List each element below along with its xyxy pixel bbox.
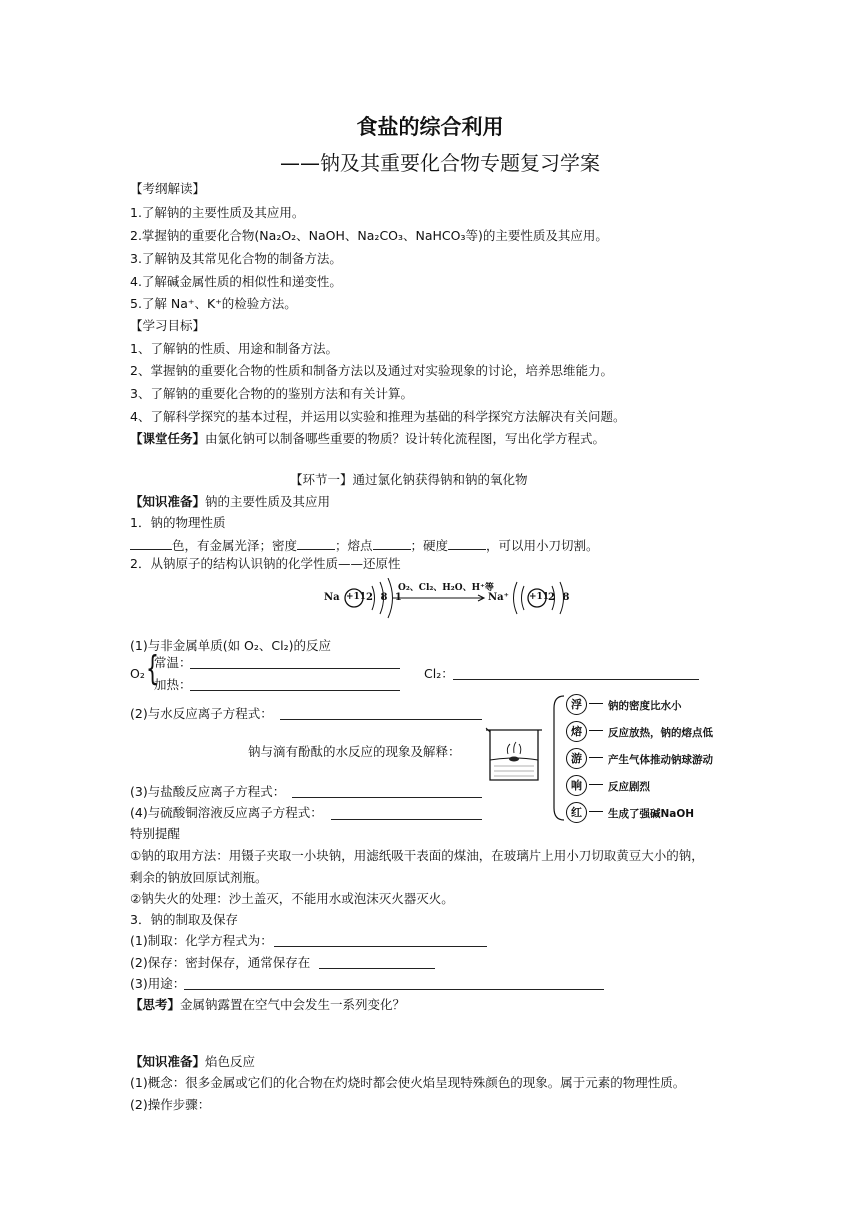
water-equation-blank[interactable]: [280, 719, 482, 720]
task-line: [130, 433, 605, 446]
prep1-text: 钠的主要性质及其应用: [205, 494, 331, 509]
right-electron-shells: 2 8: [548, 592, 572, 603]
prep2-text: 焰色反应: [205, 1054, 256, 1069]
fact-arrow: [589, 730, 603, 731]
kaogang-item-2: 2.掌握钠的重要化合物(Na₂O₂、NaOH、Na₂CO₃、NaHCO₃等)的主要性质及其应用。: [130, 228, 608, 243]
prep2-tag: 【知识准备】: [130, 1054, 206, 1069]
fact-explanation: 产生气体推动钠球游动: [608, 754, 713, 766]
kaogang-item-3: 3.了解钠及其常见化合物的制备方法。: [130, 251, 342, 266]
room-temp-label: 常温：: [154, 655, 192, 670]
chemical-heading: 2．从钠原子的结构认识钠的化学性质——还原性: [130, 556, 401, 571]
right-shell-b: [514, 582, 518, 614]
store-label: (2)保存：密封保存，通常保存在: [130, 955, 311, 970]
fact-char-icon: 游: [566, 748, 587, 769]
reaction-reagents: O₂、Cl₂、H₂O、H⁺等: [398, 583, 494, 593]
beaker-illustration: [484, 724, 544, 784]
fact-char-icon: 红: [566, 802, 587, 823]
use-blank[interactable]: [184, 989, 604, 990]
make-equation-blank[interactable]: [274, 946, 487, 947]
section1-heading: [290, 474, 528, 487]
sodium-atom-diagram: [320, 578, 580, 624]
kaogang-heading: 【考纲解读】: [130, 181, 206, 196]
flame-steps: (2)操作步骤：: [130, 1097, 211, 1112]
heating-label: 加热：: [154, 677, 192, 692]
cl2-blank[interactable]: [453, 679, 699, 680]
kaogang-item-1: 1.了解钠的主要性质及其应用。: [130, 205, 305, 220]
flame-concept: (1)概念：很多金属或它们的化合物在灼烧时都会使火焰呈现特殊颜色的现象。属于元素的物理性质。: [130, 1075, 686, 1090]
preparation-heading: 3．钠的制取及保存: [130, 912, 238, 927]
right-ion-symbol: Na⁺: [488, 592, 509, 603]
water-label: (2)与水反应离子方程式：: [130, 706, 273, 721]
reminder-line-2: 剩余的钠放回原试剂瓶。: [130, 870, 268, 885]
left-atom-symbol: Na: [324, 592, 340, 603]
page-subtitle: ——钠及其重要化合物专题复习学案: [280, 151, 600, 175]
fact-explanation: 钠的密度比水小: [608, 700, 682, 712]
heating-blank[interactable]: [190, 690, 400, 691]
use-label: (3)用途：: [130, 976, 186, 991]
cl2-label: Cl₂：: [424, 666, 454, 681]
goal-item-3: 3、了解钠的重要化合物的的鉴别方法和有关计算。: [130, 386, 413, 401]
nonmetal-heading: (1)与非金属单质(如 O₂、Cl₂)的反应: [130, 638, 331, 653]
fact-char-icon: 浮: [566, 694, 587, 715]
goal-item-2: 2、掌握钠的重要化合物的性质和制备方法以及通过对实验现象的讨论，培养思维能力。: [130, 363, 613, 378]
melting-point-blank[interactable]: [373, 538, 411, 550]
fact-explanation: 反应剧烈: [608, 781, 650, 793]
make-label: (1)制取：化学方程式为：: [130, 933, 273, 948]
left-electron-shells: 2 8 1: [366, 592, 404, 603]
left-nucleus-charge: +11: [346, 592, 367, 602]
cuso4-label: (4)与硫酸铜溶液反应离子方程式：: [130, 805, 323, 820]
kaogang-item-4: 4.了解碱金属性质的相似性和递变性。: [130, 274, 342, 289]
kaogang-item-5: 5.了解 Na⁺、K⁺的检验方法。: [130, 296, 297, 311]
hcl-equation-blank[interactable]: [292, 797, 482, 798]
store-blank[interactable]: [319, 968, 435, 969]
page-title: 食盐的综合利用: [356, 115, 504, 139]
fact-arrow: [589, 811, 603, 812]
room-temp-blank[interactable]: [190, 668, 400, 669]
physical-part4: ，可以用小刀切割。: [486, 538, 599, 553]
hardness-blank[interactable]: [448, 538, 486, 550]
think-tag: 【思考】: [130, 997, 181, 1012]
fact-char-icon: 响: [566, 775, 587, 796]
goal-item-1: 1、了解钠的性质、用途和制备方法。: [130, 341, 338, 356]
fact-arrow: [589, 757, 603, 758]
physical-part3: ；硬度: [410, 538, 449, 553]
fact-char-icon: 熔: [566, 721, 587, 742]
fact-arrow: [589, 784, 603, 785]
task-text: 由氯化钠可以制备哪些重要的物质？设计转化流程图，写出化学方程式。: [205, 431, 606, 446]
right-shell-a: [522, 586, 525, 610]
right-nucleus-charge: +11: [529, 592, 550, 602]
beaker-icon: [484, 724, 544, 784]
reminder-heading: 特别提醒: [130, 826, 181, 841]
physical-heading: 1．钠的物理性质: [130, 515, 226, 530]
color-blank[interactable]: [130, 538, 172, 550]
reminder-line-3: ②钠失火的处理：沙土盖灭，不能用水或泡沫灭火器灭火。: [130, 891, 454, 906]
o2-brace: {: [146, 649, 159, 689]
prep1-tag: 【知识准备】: [130, 494, 206, 509]
reminder-line-1: ①钠的取用方法：用镊子夹取一小块钠，用滤纸吸干表面的煤油，在玻璃片上用小刀切取黄豆大小的钠，: [130, 848, 704, 863]
hcl-label: (3)与盐酸反应离子方程式：: [130, 784, 286, 799]
think-text: 金属钠露置在空气中会发生一系列变化？: [180, 997, 406, 1012]
cuso4-equation-blank[interactable]: [331, 819, 482, 820]
goals-heading: 【学习目标】: [130, 318, 206, 333]
fact-arrow: [589, 703, 603, 704]
task-tag: 【课堂任务】: [130, 431, 206, 446]
density-blank[interactable]: [297, 538, 335, 550]
section1-text: 通过氯化钠获得钠和钠的氧化物: [352, 472, 528, 487]
section1-tag: 【环节一】: [290, 472, 353, 487]
fact-explanation: 反应放热，钠的熔点低: [608, 727, 713, 739]
fact-explanation: 生成了强碱NaOH: [608, 808, 695, 820]
physical-part1: 色，有金属光泽；密度: [172, 538, 298, 553]
water-phenomenon-label: 钠与滴有酚酞的水反应的现象及解释：: [248, 744, 461, 759]
o2-label: O₂: [130, 666, 145, 681]
goal-item-4: 4、了解科学探究的基本过程，并运用以实验和推理为基础的科学探究方法解决有关问题。: [130, 409, 626, 424]
prep2-line: [130, 1056, 255, 1069]
prep1-line: [130, 496, 330, 509]
facts-bracket: [550, 694, 566, 822]
physical-line: [130, 538, 599, 553]
think-line: [130, 999, 405, 1012]
physical-part2: ；熔点: [335, 538, 373, 553]
